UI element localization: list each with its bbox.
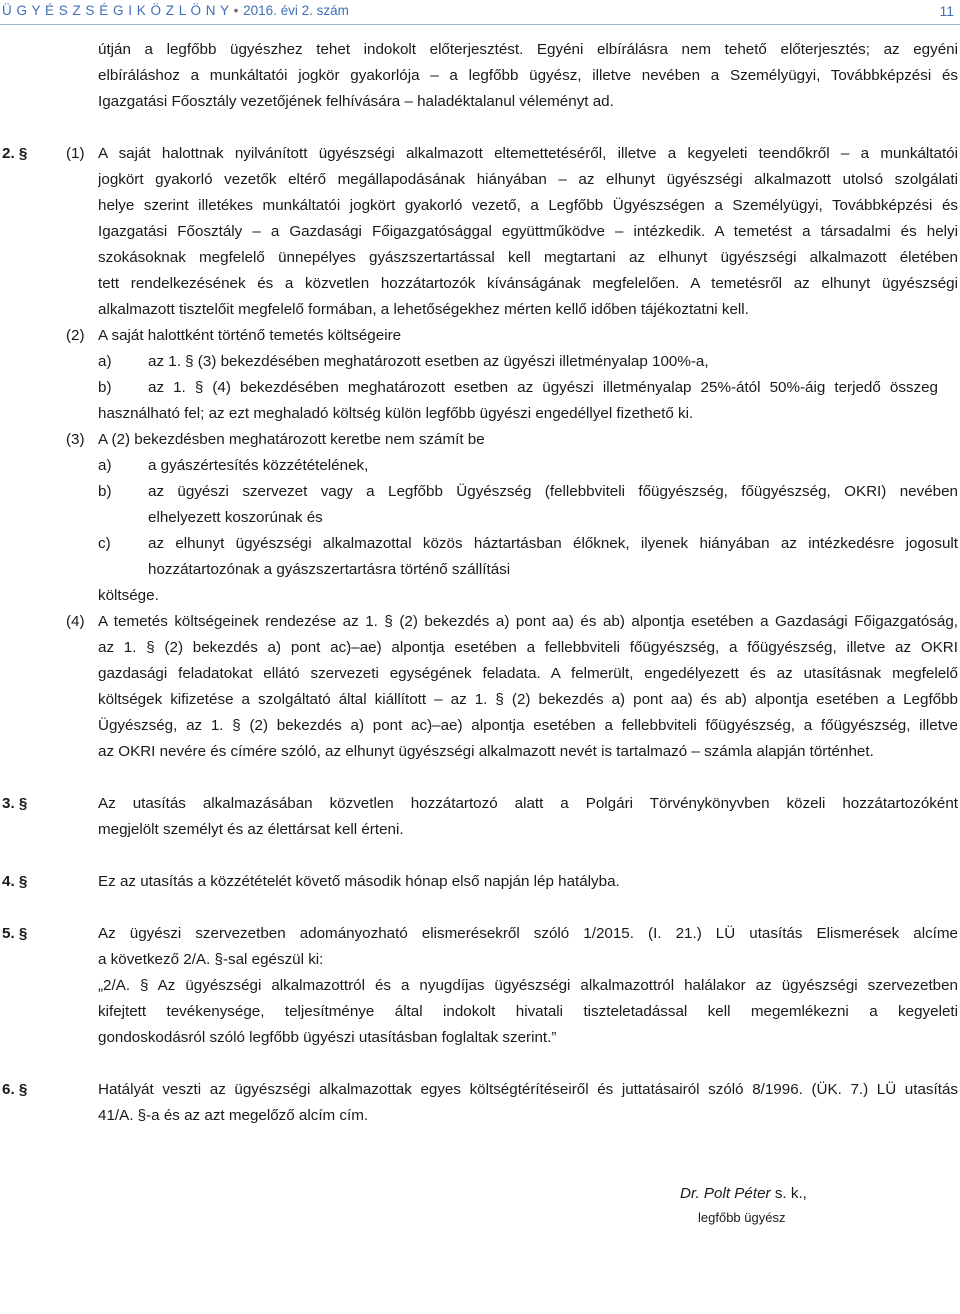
journal-name: Ü G Y É S Z S É G I K Ö Z L Ö N Y	[2, 3, 230, 18]
paragraph-line: 41/A. §-a és az azt megelőző alcím cím.	[98, 1107, 369, 1124]
paragraph-line: helye szerint illetékes munkáltatói jogkört gyakorló vezető, a Legfőbb Ügyészségen a Személyügyi, Továbbképzési és	[98, 197, 958, 214]
paragraph-line: kifejtett tevékenysége, teljesítménye által indokolt hivatali tiszteletadással kell megemlékezni a kegyeleti	[98, 1003, 958, 1020]
paragraph-line: alkalmazott tisztelőit megfelelő formában, a lehetőségekhez mérten kellő időben tájékoztatni kell.	[98, 301, 749, 318]
paragraph-label: (2)	[66, 327, 85, 344]
section-number: 5. §	[2, 925, 28, 942]
intro-line: Igazgatási Főosztály vezetőjének felhívására – haladéktalanul véleményt ad.	[98, 93, 614, 110]
point-label: a)	[98, 353, 112, 370]
point-text: az ügyészi szervezet vagy a Legfőbb Ügyészség (fellebbviteli főügyészség, főügyészség, OKRI) nevében	[148, 483, 958, 500]
section-number: 3. §	[2, 795, 28, 812]
intro-line: elbíráláshoz a munkáltatói jogkör gyakorlója – a legfőbb ügyész, illetve nevében a Személyügyi, Továbbképzési és	[98, 67, 958, 84]
page-header	[0, 0, 960, 24]
point-label: b)	[98, 483, 112, 500]
paragraph-line: Az ügyészi szervezetben adományozható elismerésekről szóló 1/2015. (I. 21.) LÜ utasítás Elismerések alcíme	[98, 925, 958, 942]
issue-date: 2016. évi 2. szám	[243, 3, 349, 18]
paragraph-label: (4)	[66, 613, 85, 630]
paragraph-line: A saját halottnak nyilvánított ügyészségi alkalmazott eltemettetéséről, illetve a kegyeleti teendőkről – a munkáltatói	[98, 145, 958, 162]
paragraph-line: Igazgatási Főosztály – a Gazdasági Főigazgatósággal együttműködve – intézkedik. A temetést a társadalmi és helyi	[98, 223, 958, 240]
paragraph-line: jogkört gyakorló vezetők eltérő megállapodásának hiányában – az elhunyt ügyészségi alkalmazott utolsó szolgálati	[98, 171, 958, 188]
point-label: b)	[98, 379, 112, 396]
paragraph-line: A (2) bekezdésben meghatározott keretbe nem számít be	[98, 431, 485, 448]
paragraph-label: (1)	[66, 145, 85, 162]
point-text: hozzátartozónak a gyászszertartásra történő szállítási	[148, 561, 511, 578]
journal-title	[2, 3, 349, 18]
paragraph-line: Ez az utasítás a közzétételét követő második hónap első napján lép hatályba.	[98, 873, 620, 890]
signatory-name: Dr. Polt Péter	[680, 1185, 771, 1202]
signature-suffix: s. k.,	[770, 1185, 807, 1202]
paragraph-line: Ügyészség, az 1. § (2) bekezdés a) pont ac)–ae) alpontja esetében a fellebbviteli főügyészség, a főügyészség, illetve	[98, 717, 958, 734]
paragraph-line: az 1. § (2) bekezdés a) pont ac)–ae) alpontja esetében a fellebbviteli főügyészség, a főügyészség, illetve az OKRI	[98, 639, 958, 656]
section-number: 2. §	[2, 145, 28, 162]
paragraph-line: tett rendelkezésének és a közvetlen hozzátartozók kívánságának megfelelően. A temetésről az elhunyt ügyészségi	[98, 275, 958, 292]
paragraph-line: Az utasítás alkalmazásában közvetlen hozzátartozó alatt a Polgári Törvénykönyvben közeli hozzátartozóként	[98, 795, 958, 812]
paragraph-line: Hatályát veszti az ügyészségi alkalmazottak egyes költségtérítéseiről és juttatásairól szóló 8/1996. (ÜK. 7.) LÜ utasítás	[98, 1081, 958, 1098]
paragraph-line: használható fel; az ezt meghaladó költség külön legfőbb ügyészi engedéllyel fizethető ki.	[98, 405, 694, 422]
paragraph-line: A temetés költségeinek rendezése az 1. § (2) bekezdés a) pont aa) és ab) alpontja esetében a Gazdasági Főigazgatóság,	[98, 613, 958, 630]
point-label: c)	[98, 535, 111, 552]
paragraph-line: megjelölt személyt és az élettársat kell érteni.	[98, 821, 404, 838]
point-text: elhelyezett koszorúnak és	[148, 509, 323, 526]
paragraph-line: „2/A. § Az ügyészségi alkalmazottról és a nyugdíjas ügyészségi alkalmazottról halálakor az ügyészségi szervezetben	[98, 977, 958, 994]
point-text: az 1. § (3) bekezdésében meghatározott esetben az ügyészi illetményalap 100%-a,	[148, 353, 709, 370]
page-number: 11	[939, 3, 954, 19]
point-label: a)	[98, 457, 112, 474]
point-text: a gyászértesítés közzétételének,	[148, 457, 369, 474]
section-number: 4. §	[2, 873, 28, 890]
point-text: az 1. § (4) bekezdésében meghatározott esetben az ügyészi illetményalap 25%-ától 50%-áig terjedő összeg	[148, 379, 938, 396]
paragraph-line: költsége.	[98, 587, 159, 604]
paragraph-line: a következő 2/A. §-sal egészül ki:	[98, 951, 324, 968]
paragraph-label: (3)	[66, 431, 85, 448]
signatory-title: legfőbb ügyész	[698, 1210, 786, 1225]
section-number: 6. §	[2, 1081, 28, 1098]
paragraph-line: gondoskodásról szóló legfőbb ügyészi utasításban foglaltak szerint.”	[98, 1029, 557, 1046]
paragraph-line: az OKRI nevére és címére szóló, az elhunyt ügyészségi alkalmazott nevét is tartalmazó – számla alapján történhet.	[98, 743, 874, 760]
paragraph-line: szokásoknak megfelelő ünnepélyes gyászszertartással kell megtartani az elhunyt ügyészségi alkalmazott életében	[98, 249, 958, 266]
signature-block	[680, 1185, 807, 1205]
header-rule	[0, 24, 960, 25]
paragraph-line: A saját halottként történő temetés költségeire	[98, 327, 402, 344]
paragraph-line: költségek kifizetése a szolgáltató által kiállított – az 1. § (2) bekezdés a) pont aa) és ab) alpontja esetében a Legfőbb	[98, 691, 958, 708]
point-text: az elhunyt ügyészségi alkalmazottal közös háztartásban élőknek, ilyenek hiányában az intézkedésre jogosult	[148, 535, 958, 552]
paragraph-line: gazdasági feladatokat ellátó szervezeti egységének feladata. A felmerült, engedélyezett és az utasításnak megfelelő	[98, 665, 958, 682]
header-separator: •	[233, 3, 239, 18]
intro-line: útján a legfőbb ügyészhez tehet indokolt előterjesztést. Egyéni elbírálásra nem tehető előterjesztés; az egyéni	[98, 41, 958, 58]
